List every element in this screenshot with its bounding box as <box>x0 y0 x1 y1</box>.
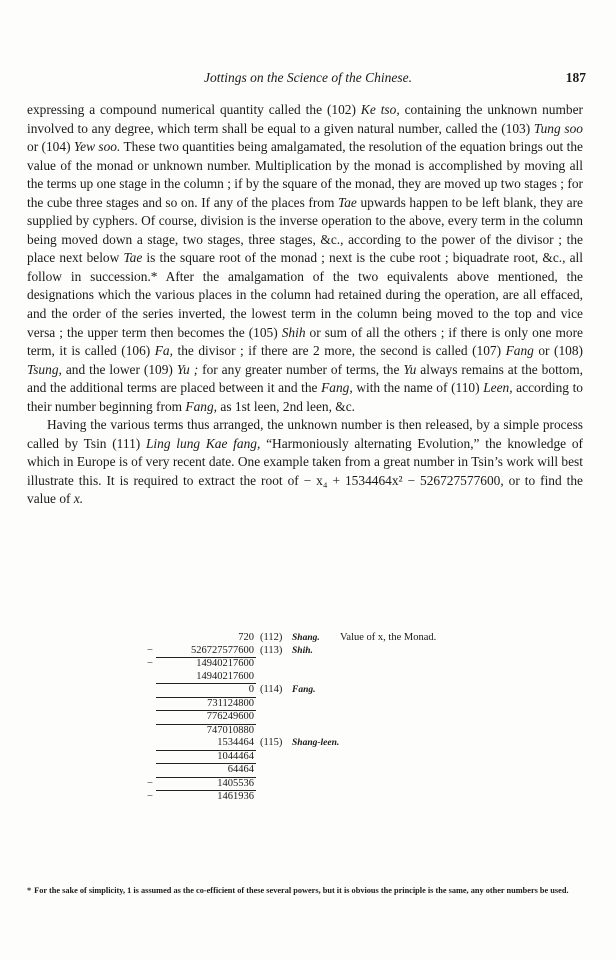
footnote-text: For the sake of simplicity, 1 is assumed as the co-efficient of these several powers, but it is obvious the principle is the same, any other numbers be used. <box>34 886 569 895</box>
italic-term: Fang, <box>321 380 353 396</box>
calc-sign: − <box>147 777 153 789</box>
page-number: 187 <box>565 70 586 85</box>
calc-label: Fang. <box>292 685 316 695</box>
text-run: expressing a compound numerical quantity called the (102) <box>27 102 361 117</box>
calc-ref: (113) <box>260 644 283 656</box>
italic-term: Tung soo <box>533 120 583 136</box>
calc-sign: − <box>147 658 153 669</box>
calc-sign: − <box>147 791 153 802</box>
text-run: or sum of all the others ; if there is only one more term, it is called (106) <box>27 324 583 359</box>
text-run: the divisor ; if there are 2 more, the second is called (107) <box>172 343 506 359</box>
text-run: and the lower (109) <box>61 361 177 377</box>
calc-row <box>120 764 540 777</box>
footnote <box>27 885 589 896</box>
italic-term: Yu ; <box>176 361 199 377</box>
calc-row <box>120 698 540 711</box>
calc-row <box>120 645 540 658</box>
calc-row <box>120 751 540 764</box>
calculation-column <box>120 632 540 804</box>
running-header <box>0 70 616 90</box>
text-run: or (104) <box>27 139 74 155</box>
calc-number: 1534464 <box>217 737 254 748</box>
text-run: containing the unknown number involved to any degree, which term shall be equal to a given natural number, called the (103) <box>27 102 583 136</box>
calc-row <box>120 737 540 750</box>
calc-number: 14940217600 <box>196 658 254 669</box>
calc-number: 747010880 <box>206 724 254 736</box>
calc-ref: (114) <box>260 684 283 695</box>
calc-number: 1461936 <box>217 791 254 802</box>
italic-term: Ke tso, <box>360 102 400 117</box>
text-run: as 1st leen, 2nd leen, &c. <box>217 398 356 414</box>
calc-row <box>120 658 540 671</box>
body-text <box>27 101 583 509</box>
calc-row <box>120 632 540 645</box>
text-run: according to their number beginning from <box>27 380 583 414</box>
text-run: for any greater number of terms, the <box>198 361 404 377</box>
calc-desc: Value of x, the Monad. <box>340 632 437 643</box>
calc-number: 776249600 <box>206 711 254 722</box>
text-run: always remains at the bottom, and the additional terms are placed between it and the <box>27 361 583 396</box>
paragraph <box>27 101 583 416</box>
italic-term: Tsung, <box>27 361 62 377</box>
italic-term: Yew soo. <box>73 139 121 155</box>
calc-row <box>120 684 540 697</box>
text-run: Having the various terms thus arranged, the unknown number is then released, by a simple process called by Tsin (111) <box>27 417 583 451</box>
calc-row <box>120 711 540 724</box>
calc-number: 1405536 <box>217 777 254 789</box>
italic-term: Fang, <box>185 398 218 414</box>
italic-term: x. <box>73 491 84 507</box>
italic-term: Shih <box>281 324 306 340</box>
footnote-mark: * <box>27 886 32 895</box>
italic-term: Tae <box>123 250 143 266</box>
calc-row <box>120 791 540 804</box>
text-run: “Harmoniously alternating Evolution,” the knowledge of which in Europe is of very recent date. One example taken from a great number in Tsin’s work will best illustrate this. It is required to extract the root of − x₄ + 1534464x² − 526727577600, or to find the value of <box>27 435 584 507</box>
italic-term: Yu <box>403 361 417 377</box>
text-run: upwards happen to be left blank, they are supplied by cyphers. Of course, division is the inverse operation to the above, every term in the column being moved down a stage, two stages, three stages, &c., according to the power of the divisor ; the place next below <box>27 194 583 266</box>
calc-number: 720 <box>238 632 254 643</box>
running-title: Jottings on the Science of the Chinese. <box>203 70 413 85</box>
calc-ref: (115) <box>260 737 283 748</box>
calc-ref: (112) <box>260 632 283 643</box>
calc-sign: − <box>147 644 153 656</box>
calc-label: Shih. <box>292 645 313 656</box>
calc-number: 64464 <box>227 764 254 775</box>
calc-number: 14940217600 <box>196 670 254 682</box>
text-run: with the name of (110) <box>352 380 484 396</box>
calc-number: 731124800 <box>207 697 254 709</box>
text-run: is the square root of the monad ; next is the cube root ; biquadrate root, &c., all follow in succession.* After the amalgamation of the two equivalents above mentioned, the designations which the various places in the column had retained during the operation, are all effaced, and the order of the series inverted, the lowest term in the column being moved to the top and vice versa ; the upper term then becomes the (105) <box>27 250 583 340</box>
italic-term: Leen, <box>483 380 513 396</box>
italic-term: Fa, <box>154 343 173 359</box>
text-run: or (108) <box>533 343 584 359</box>
text-run: These two quantities being amalgamated, the resolution of the equation brings out the value of the monad or unknown number. Multiplication by the monad is accomplished by moving all the terms up one stage in the column ; if by the square of the monad, they are moved up two stages ; for the cube three stages and so on. If any of the places from <box>27 139 583 210</box>
italic-term: Tae <box>338 194 357 210</box>
italic-term: Ling lung Kae fang, <box>145 435 261 451</box>
calc-number: 526727577600 <box>191 644 254 656</box>
calc-row <box>120 671 540 684</box>
calc-label: Shang-leen. <box>292 738 340 748</box>
calc-label: Shang. <box>292 633 320 643</box>
calc-row <box>120 778 540 791</box>
calc-number: 1044464 <box>217 750 254 762</box>
paragraph <box>27 416 583 509</box>
calc-row <box>120 725 540 738</box>
calc-number: 0 <box>248 684 254 695</box>
italic-term: Fang <box>505 343 534 359</box>
